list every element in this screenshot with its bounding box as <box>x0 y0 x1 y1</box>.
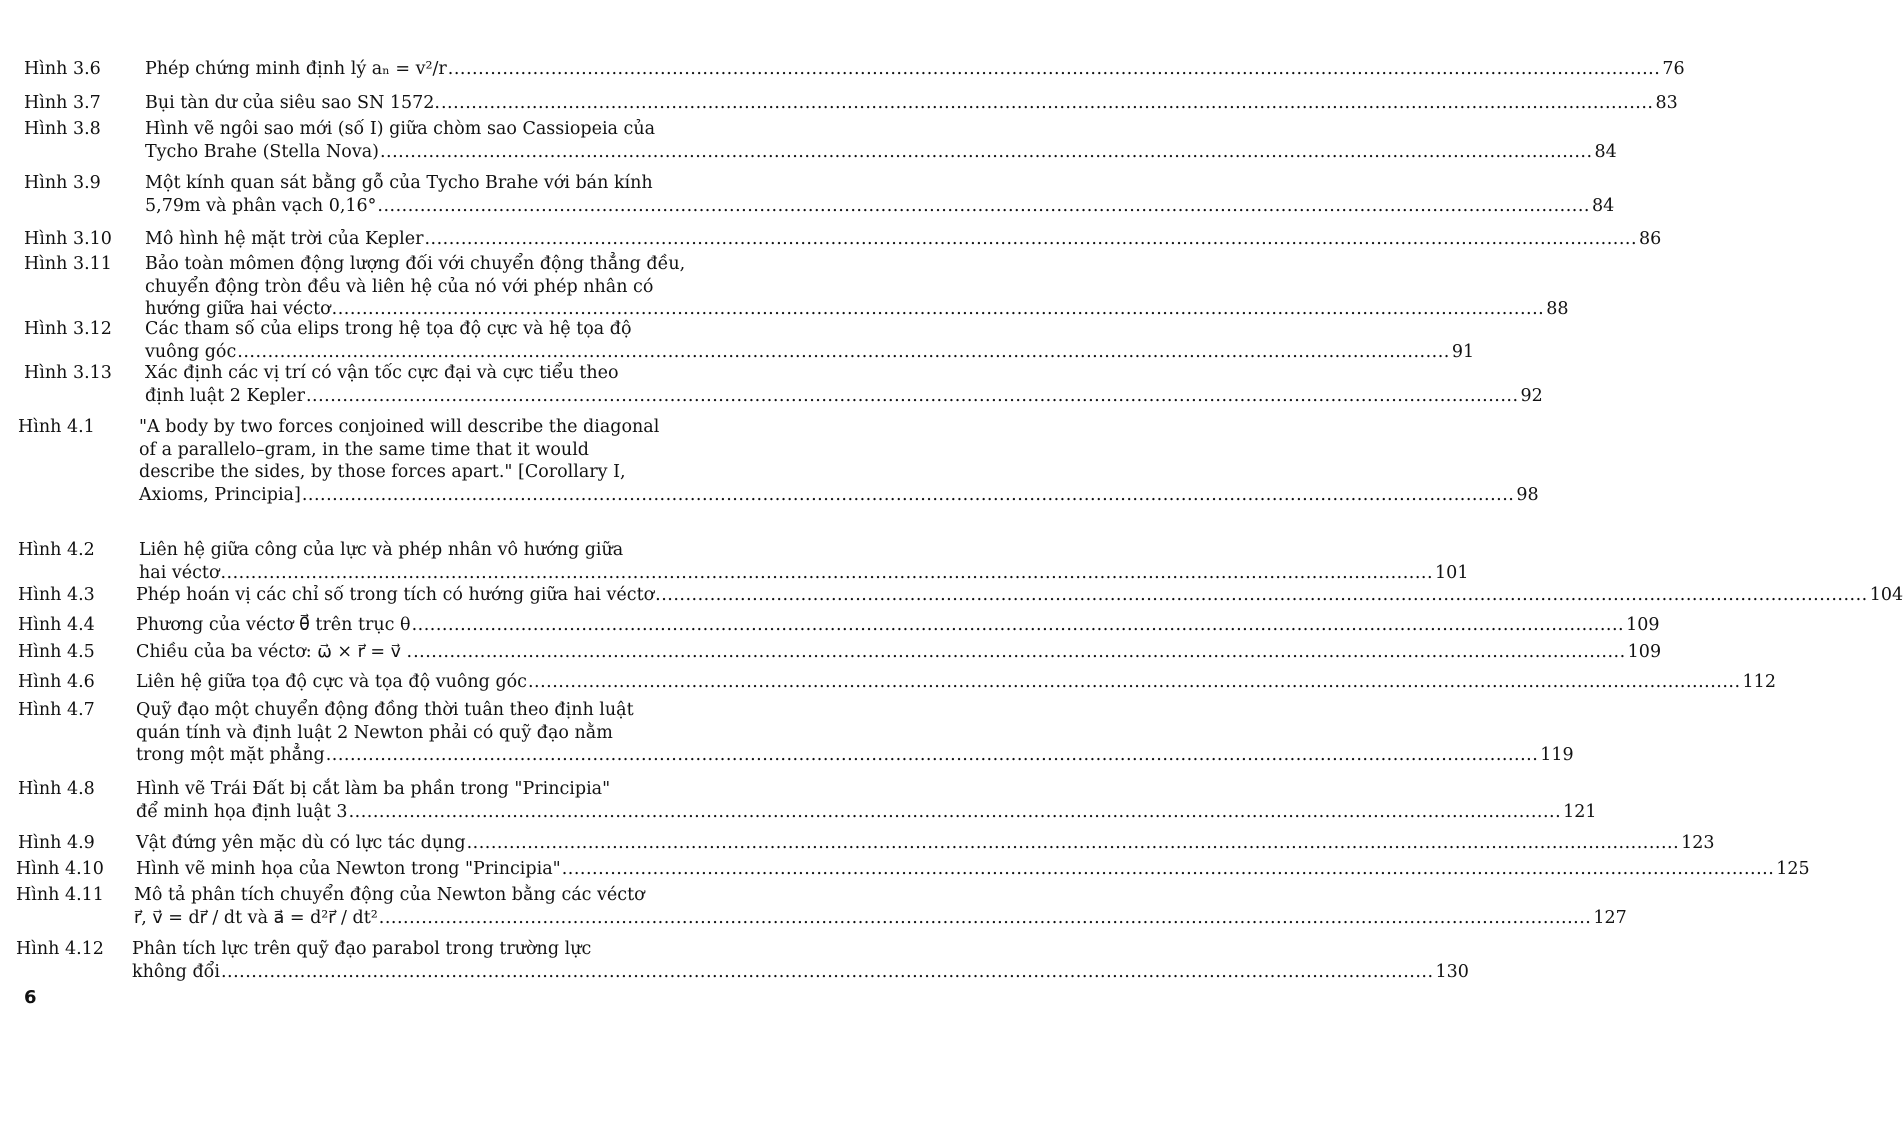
figure-label: Hình 3.10 <box>24 229 112 249</box>
figure-caption-text: để minh họa định luật 3 <box>136 801 348 822</box>
page-reference: 91 <box>1451 341 1475 362</box>
figure-caption-text: hai véctơ <box>139 562 220 583</box>
page-reference: 84 <box>1591 195 1615 216</box>
figure-label: Hình 3.7 <box>24 93 101 113</box>
page-reference: 101 <box>1435 562 1469 583</box>
page-reference: 109 <box>1626 615 1660 635</box>
figure-caption-line: chuyển động tròn đều và liên hệ của nó với phép nhân có <box>145 276 654 297</box>
figure-caption-line: Mô tả phân tích chuyển động của Newton bằng các véctơ <box>134 885 645 905</box>
figure-caption-line: quán tính và định luật 2 Newton phải có quỹ đạo nằm <box>136 722 613 743</box>
figure-caption-last-line <box>145 195 1615 218</box>
figure-caption-text: Phép hoán vị các chỉ số trong tích có hướng giữa hai véctơ <box>136 585 655 605</box>
page-reference: 76 <box>1662 59 1685 79</box>
figure-caption-text: 5,79m và phân vạch 0,16° <box>145 195 377 216</box>
figure-caption-text: Phương của véctơ θ⃗ trên trục θ <box>136 615 411 635</box>
page-reference: 109 <box>1627 642 1662 662</box>
dot-leader: ........................................................................................................................................................................................................ <box>527 672 1741 692</box>
figure-caption-text: Liên hệ giữa tọa độ cực và tọa độ vuông góc <box>136 672 527 692</box>
figure-label: Hình 4.1 <box>18 417 95 437</box>
dot-leader: ........................................................................................................................................................................................................ <box>466 833 1680 853</box>
page-reference: 127 <box>1593 907 1627 928</box>
dot-leader: ........................................................................................................................................................................................................ <box>331 299 1545 319</box>
figure-label: Hình 3.8 <box>24 119 101 139</box>
figure-caption-line: "A body by two forces conjoined will describe the diagonal <box>139 417 660 437</box>
dot-leader: ........................................................................................................................................................................................................ <box>411 615 1625 635</box>
figure-caption-last-line <box>134 907 1627 930</box>
figure-label: Hình 3.12 <box>24 319 112 339</box>
figure-label: Hình 4.8 <box>18 779 95 799</box>
figure-caption-text: hướng giữa hai véctơ <box>145 299 331 319</box>
figure-caption-last-line <box>136 614 1660 637</box>
dot-leader: ........................................................................................................................................................................................................ <box>348 801 1562 822</box>
page-reference: 125 <box>1776 859 1810 879</box>
figure-caption-line: Một kính quan sát bằng gỗ của Tycho Brahe với bán kính <box>145 173 653 193</box>
figure-label: Hình 4.9 <box>18 833 95 853</box>
figure-label: Hình 4.10 <box>16 859 104 879</box>
page-reference: 119 <box>1540 745 1574 765</box>
figure-caption-last-line <box>136 832 1715 855</box>
figure-label: Hình 3.9 <box>24 173 101 193</box>
figure-label: Hình 4.6 <box>18 672 95 692</box>
page-reference: 112 <box>1742 672 1776 692</box>
page-reference: 130 <box>1435 961 1469 982</box>
dot-leader: ........................................................................................................................................................................................................ <box>413 642 1626 662</box>
figure-label: Hình 4.7 <box>18 700 95 720</box>
figure-caption-text: Bụi tàn dư của siêu sao SN 1572. <box>145 93 440 113</box>
figure-caption-text: định luật 2 Kepler <box>145 385 305 406</box>
dot-leader: ........................................................................................................................................................................................................ <box>220 562 1434 583</box>
page-reference: 98 <box>1516 484 1539 505</box>
figure-label: Hình 4.5 <box>18 642 95 662</box>
dot-leader: ........................................................................................................................................................................................................ <box>655 585 1868 605</box>
figure-caption-text: Axioms, Principia] <box>139 484 301 505</box>
figure-caption-line: Bảo toàn mômen động lượng đối với chuyển động thẳng đều, <box>145 254 686 274</box>
dot-leader: ........................................................................................................................................................................................................ <box>378 907 1592 928</box>
figure-label: Hình 4.2 <box>18 540 95 560</box>
figure-caption-last-line <box>145 92 1678 115</box>
figure-caption-last-line <box>145 385 1543 408</box>
figure-caption-line: describe the sides, by those forces apart." [Corollary I, <box>139 462 626 482</box>
dot-leader: ........................................................................................................................................................................................................ <box>424 229 1638 249</box>
dot-leader: ........................................................................................................................................................................................................ <box>379 141 1593 162</box>
figure-caption-last-line <box>136 801 1597 824</box>
figure-caption-text: trong một mặt phẳng <box>136 745 325 765</box>
page-reference: 86 <box>1639 229 1662 249</box>
dot-leader: ........................................................................................................................................................................................................ <box>440 93 1654 113</box>
page-reference: 121 <box>1563 801 1597 822</box>
dot-leader: ........................................................................................................................................................................................................ <box>301 484 1515 505</box>
dot-leader: ........................................................................................................................................................................................................ <box>325 745 1539 765</box>
figure-caption-line: Phân tích lực trên quỹ đạo parabol trong trường lực <box>132 939 592 959</box>
figure-caption-last-line <box>145 141 1617 164</box>
figure-caption-line: of a parallelo–gram, in the same time that it would <box>139 439 589 460</box>
figure-caption-last-line <box>136 671 1776 694</box>
page-reference: 104 <box>1869 585 1903 605</box>
page-reference: 88 <box>1546 299 1569 319</box>
page-reference: 123 <box>1681 833 1715 853</box>
figure-caption-text: vuông góc <box>145 341 237 362</box>
figure-caption-last-line <box>139 562 1469 585</box>
figure-caption-line: Các tham số của elips trong hệ tọa độ cực và hệ tọa độ <box>145 319 632 339</box>
dot-leader: ........................................................................................................................................................................................................ <box>447 59 1661 79</box>
figure-caption-line: Hình vẽ ngôi sao mới (số I) giữa chòm sao Cassiopeia của <box>145 119 656 139</box>
figure-caption-last-line <box>136 584 1903 607</box>
figure-caption-last-line <box>132 961 1469 984</box>
figure-label: Hình 3.13 <box>24 363 112 383</box>
figure-caption-last-line <box>139 484 1539 507</box>
figure-label: Hình 4.3 <box>18 585 95 605</box>
figure-caption-last-line <box>136 744 1574 767</box>
dot-leader: ........................................................................................................................................................................................................ <box>377 195 1590 216</box>
figure-caption-text: Vật đứng yên mặc dù có lực tác dụng <box>136 833 466 853</box>
page-reference: 92 <box>1520 385 1543 406</box>
dot-leader: ........................................................................................................................................................................................................ <box>220 961 1434 982</box>
figure-label: Hình 3.11 <box>24 254 112 274</box>
figure-label: Hình 4.4 <box>18 615 95 635</box>
figure-caption-text: Mô hình hệ mặt trời của Kepler <box>145 229 424 249</box>
figure-caption-text: không đổi <box>132 961 220 982</box>
page-number: 6 <box>24 987 37 1008</box>
figure-caption-last-line <box>145 228 1662 251</box>
figure-label: Hình 4.12 <box>16 939 104 959</box>
figure-caption-text: Chiều của ba véctơ: ω⃗ × r⃗ = v⃗ . <box>136 642 413 662</box>
figure-caption-last-line <box>145 341 1475 364</box>
figure-caption-text: Hình vẽ minh họa của Newton trong "Principia" <box>136 859 561 879</box>
figure-caption-text: r⃗, v⃗ = dr⃗ / dt và a⃗ = d²r⃗ / dt² <box>134 907 378 928</box>
dot-leader: ........................................................................................................................................................................................................ <box>237 341 1450 362</box>
figure-label: Hình 3.6 <box>24 59 101 79</box>
figure-caption-text: Phép chứng minh định lý aₙ = v²/r <box>145 59 447 79</box>
dot-leader: ........................................................................................................................................................................................................ <box>561 859 1775 879</box>
dot-leader: ........................................................................................................................................................................................................ <box>305 385 1519 406</box>
figure-label: Hình 4.11 <box>16 885 104 905</box>
page-reference: 84 <box>1594 141 1617 162</box>
figure-caption-line: Liên hệ giữa công của lực và phép nhân vô hướng giữa <box>139 540 624 560</box>
figure-caption-text: Tycho Brahe (Stella Nova) <box>145 141 379 162</box>
figure-caption-line: Quỹ đạo một chuyển động đồng thời tuân theo định luật <box>136 700 634 720</box>
figure-caption-last-line <box>136 641 1662 664</box>
figure-caption-line: Xác định các vị trí có vận tốc cực đại và cực tiểu theo <box>145 363 619 383</box>
figure-caption-last-line <box>136 858 1810 881</box>
figure-caption-line: Hình vẽ Trái Đất bị cắt làm ba phần trong "Principia" <box>136 779 611 799</box>
figure-caption-last-line <box>145 58 1685 81</box>
page-reference: 83 <box>1655 93 1678 113</box>
